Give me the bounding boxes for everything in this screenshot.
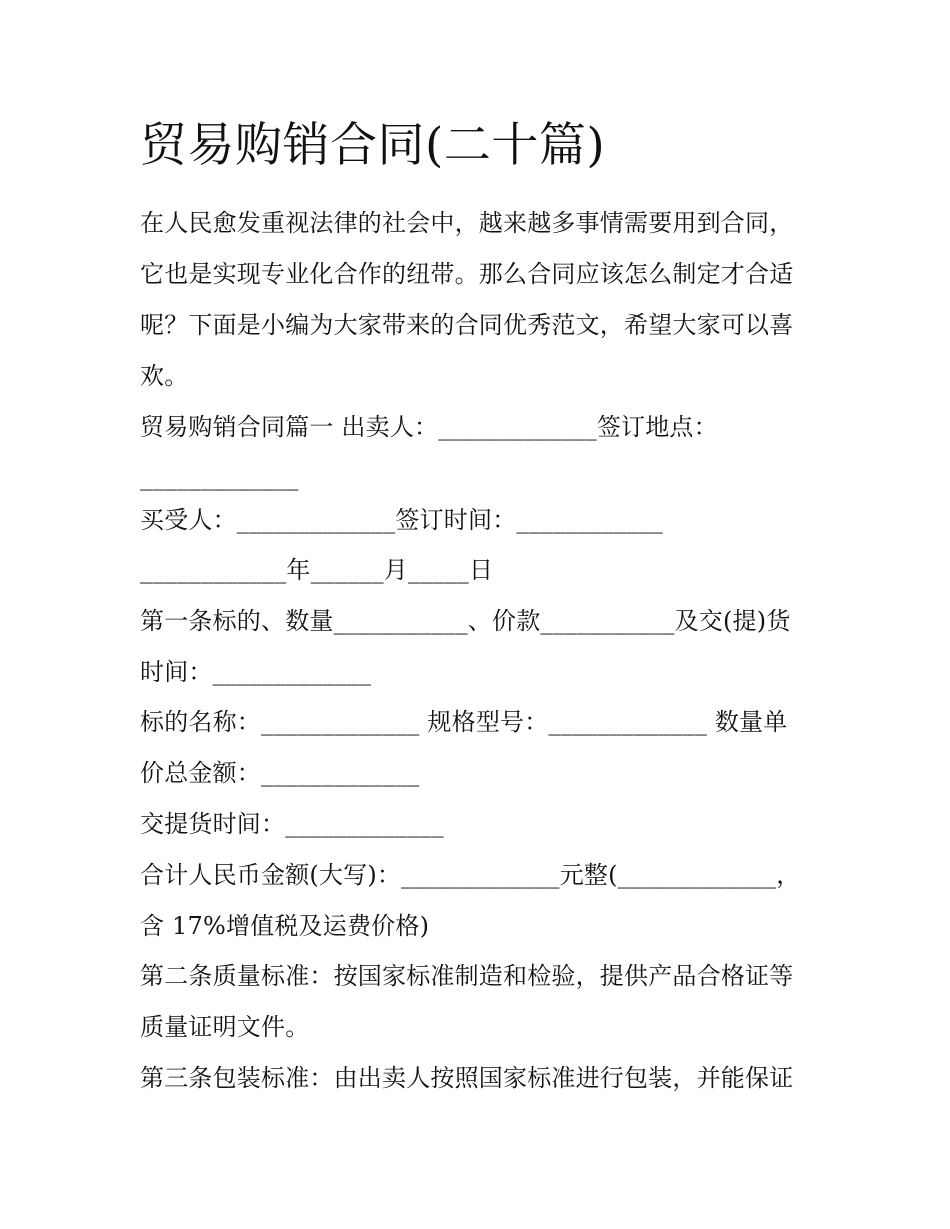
- paragraph-line-intro-2: 它也是实现专业化合作的纽带。那么合同应该怎么制定才合适: [140, 260, 794, 288]
- total-amount-line-2: 含 17%增值税及运费价格): [140, 912, 430, 940]
- paragraph-line-intro-3: 呢？下面是小编为大家带来的合同优秀范文，希望大家可以喜: [140, 311, 794, 339]
- contract-date-line: ____________年______月_____日: [140, 556, 494, 584]
- paragraph-line-intro-1: 在人民愈发重视法律的社会中，越来越多事情需要用到合同，: [140, 209, 794, 237]
- delivery-time-line: 交提货时间：_____________: [140, 810, 444, 838]
- contract-seller-line: 贸易购销合同篇一 出卖人：_____________签订地点：: [140, 413, 718, 441]
- clause-1-line-1: 第一条标的、数量___________、价款___________及交(提)货: [140, 607, 791, 635]
- contract-buyer-line: 买受人：_____________签订时间：____________: [140, 506, 663, 534]
- item-name-spec-line: 标的名称：_____________ 规格型号：_____________ 数量单: [140, 708, 788, 736]
- document-title: 贸易购销合同(二十篇): [140, 118, 606, 173]
- paragraph-line-intro-4: 欢。: [140, 362, 189, 390]
- clause-3-line-1: 第三条包装标准：由出卖人按照国家标准进行包装，并能保证: [140, 1064, 794, 1092]
- total-amount-line-1: 合计人民币金额(大写)：_____________元整(_____________，: [140, 861, 801, 889]
- contract-place-blank: _____________: [140, 463, 299, 491]
- total-price-line: 价总金额：_____________: [140, 759, 420, 787]
- clause-2-line-1: 第二条质量标准：按国家标准制造和检验，提供产品合格证等: [140, 962, 794, 990]
- clause-2-line-2: 质量证明文件。: [140, 1013, 310, 1041]
- clause-1-line-2: 时间：_____________: [140, 658, 372, 686]
